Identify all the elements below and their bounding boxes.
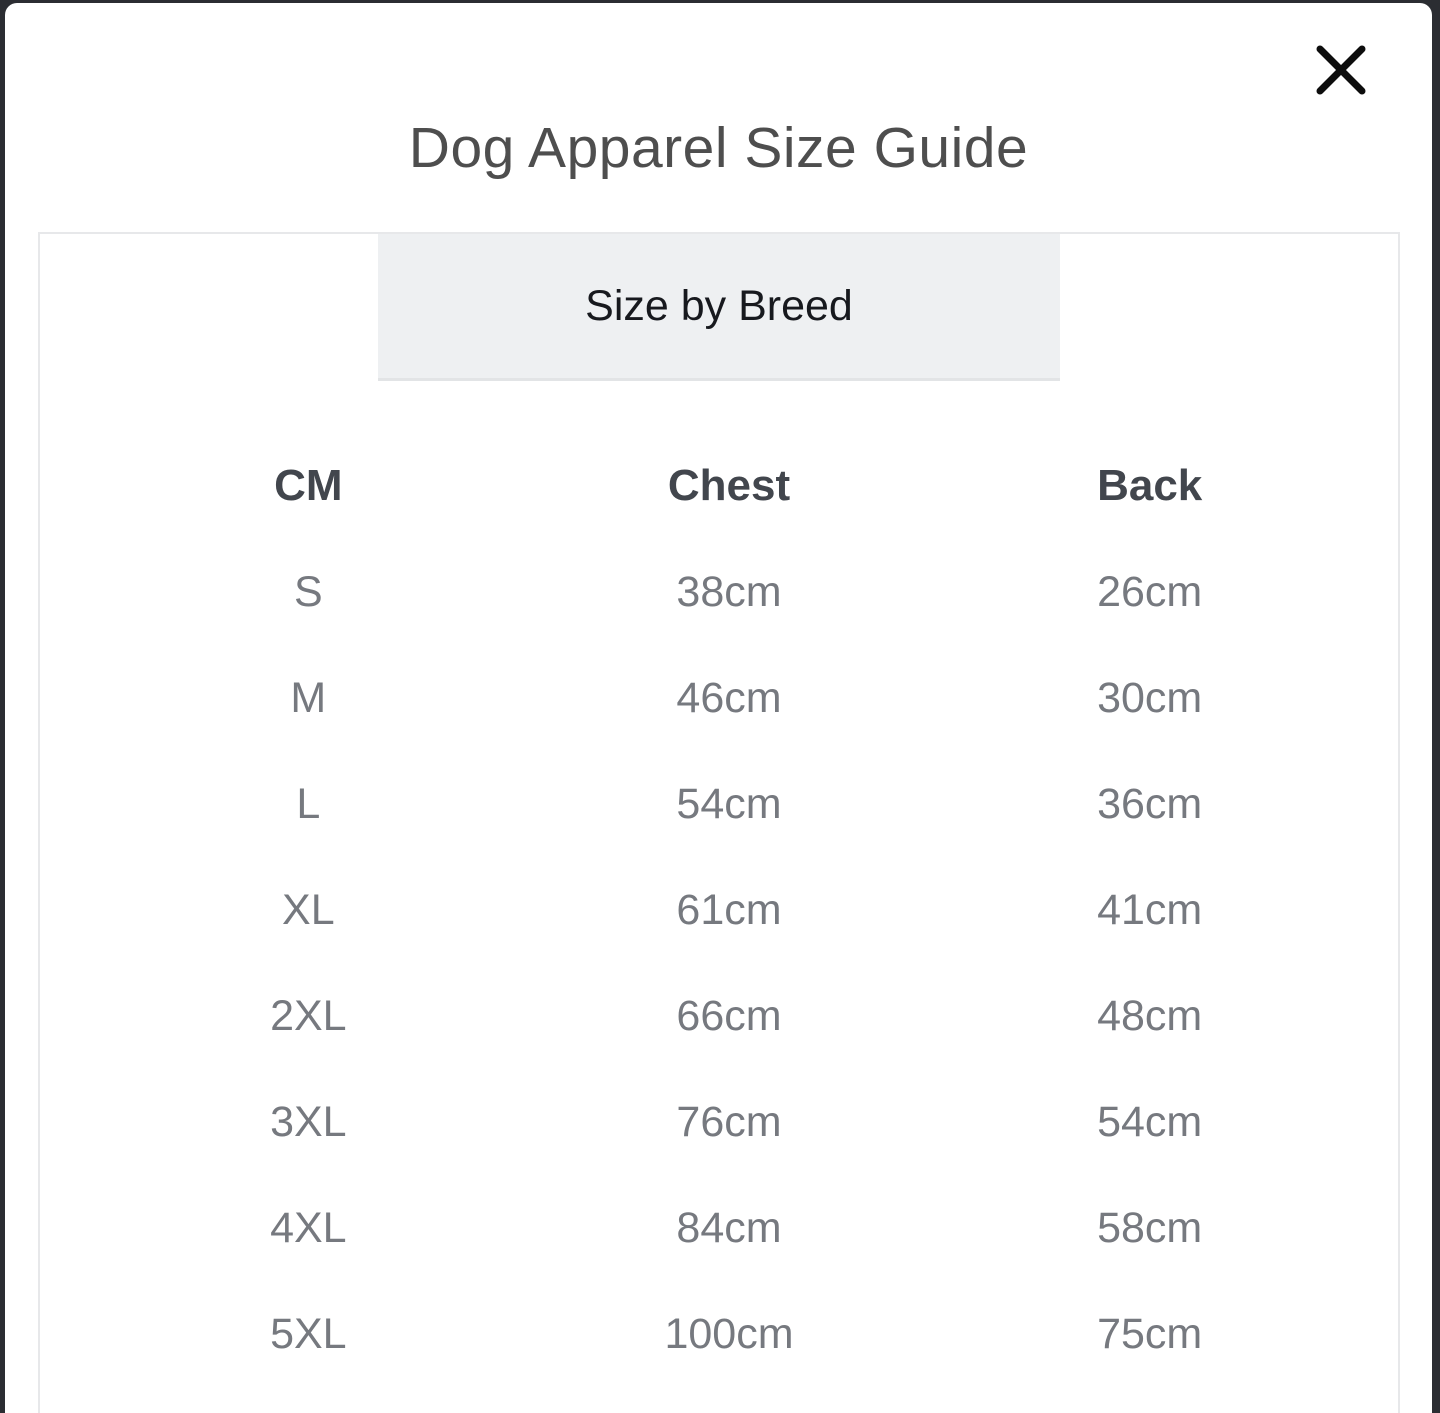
chest-cell: 76cm (676, 1097, 782, 1146)
table-row (108, 963, 1350, 1069)
tab-label: Size by Breed (585, 281, 853, 330)
size-cell: 3XL (270, 1097, 347, 1146)
size-cell: 4XL (270, 1203, 347, 1252)
chest-cell: 84cm (676, 1203, 782, 1252)
column-header-cm: CM (274, 461, 343, 510)
column-header-back: Back (1097, 461, 1203, 510)
back-cell: 54cm (1097, 1097, 1203, 1146)
size-cell: 5XL (270, 1309, 347, 1358)
size-table-card (38, 232, 1400, 1413)
modal-title: Dog Apparel Size Guide (408, 116, 1029, 180)
back-cell: 36cm (1097, 779, 1203, 828)
size-cell: L (296, 779, 321, 828)
table-row (108, 1281, 1350, 1387)
table-row (108, 857, 1350, 963)
chest-cell: 54cm (676, 779, 782, 828)
close-button[interactable] (1314, 43, 1368, 97)
size-cell: XL (282, 885, 335, 934)
chest-cell: 100cm (664, 1309, 794, 1358)
table-row (108, 751, 1350, 857)
table-row (108, 1175, 1350, 1281)
column-header-chest: Chest (667, 461, 791, 510)
back-cell: 75cm (1097, 1309, 1203, 1358)
chest-cell: 66cm (676, 991, 782, 1040)
chest-cell: 46cm (676, 673, 782, 722)
back-cell: 41cm (1097, 885, 1203, 934)
table-row (108, 645, 1350, 751)
size-guide-modal (5, 3, 1432, 1413)
size-cell: S (293, 567, 323, 616)
tab-bar (40, 234, 1398, 381)
back-cell: 58cm (1097, 1203, 1203, 1252)
back-cell: 30cm (1097, 673, 1203, 722)
chest-cell: 61cm (676, 885, 782, 934)
table-row (108, 539, 1350, 645)
chest-cell: 38cm (676, 567, 782, 616)
table-row (108, 1069, 1350, 1175)
size-table (40, 433, 1398, 1387)
size-cell: 2XL (270, 991, 347, 1040)
tab-size-by-breed[interactable] (378, 234, 1060, 381)
back-cell: 26cm (1097, 567, 1203, 616)
table-header-row (108, 433, 1350, 539)
close-icon (1316, 45, 1366, 95)
back-cell: 48cm (1097, 991, 1203, 1040)
size-cell: M (290, 673, 327, 722)
